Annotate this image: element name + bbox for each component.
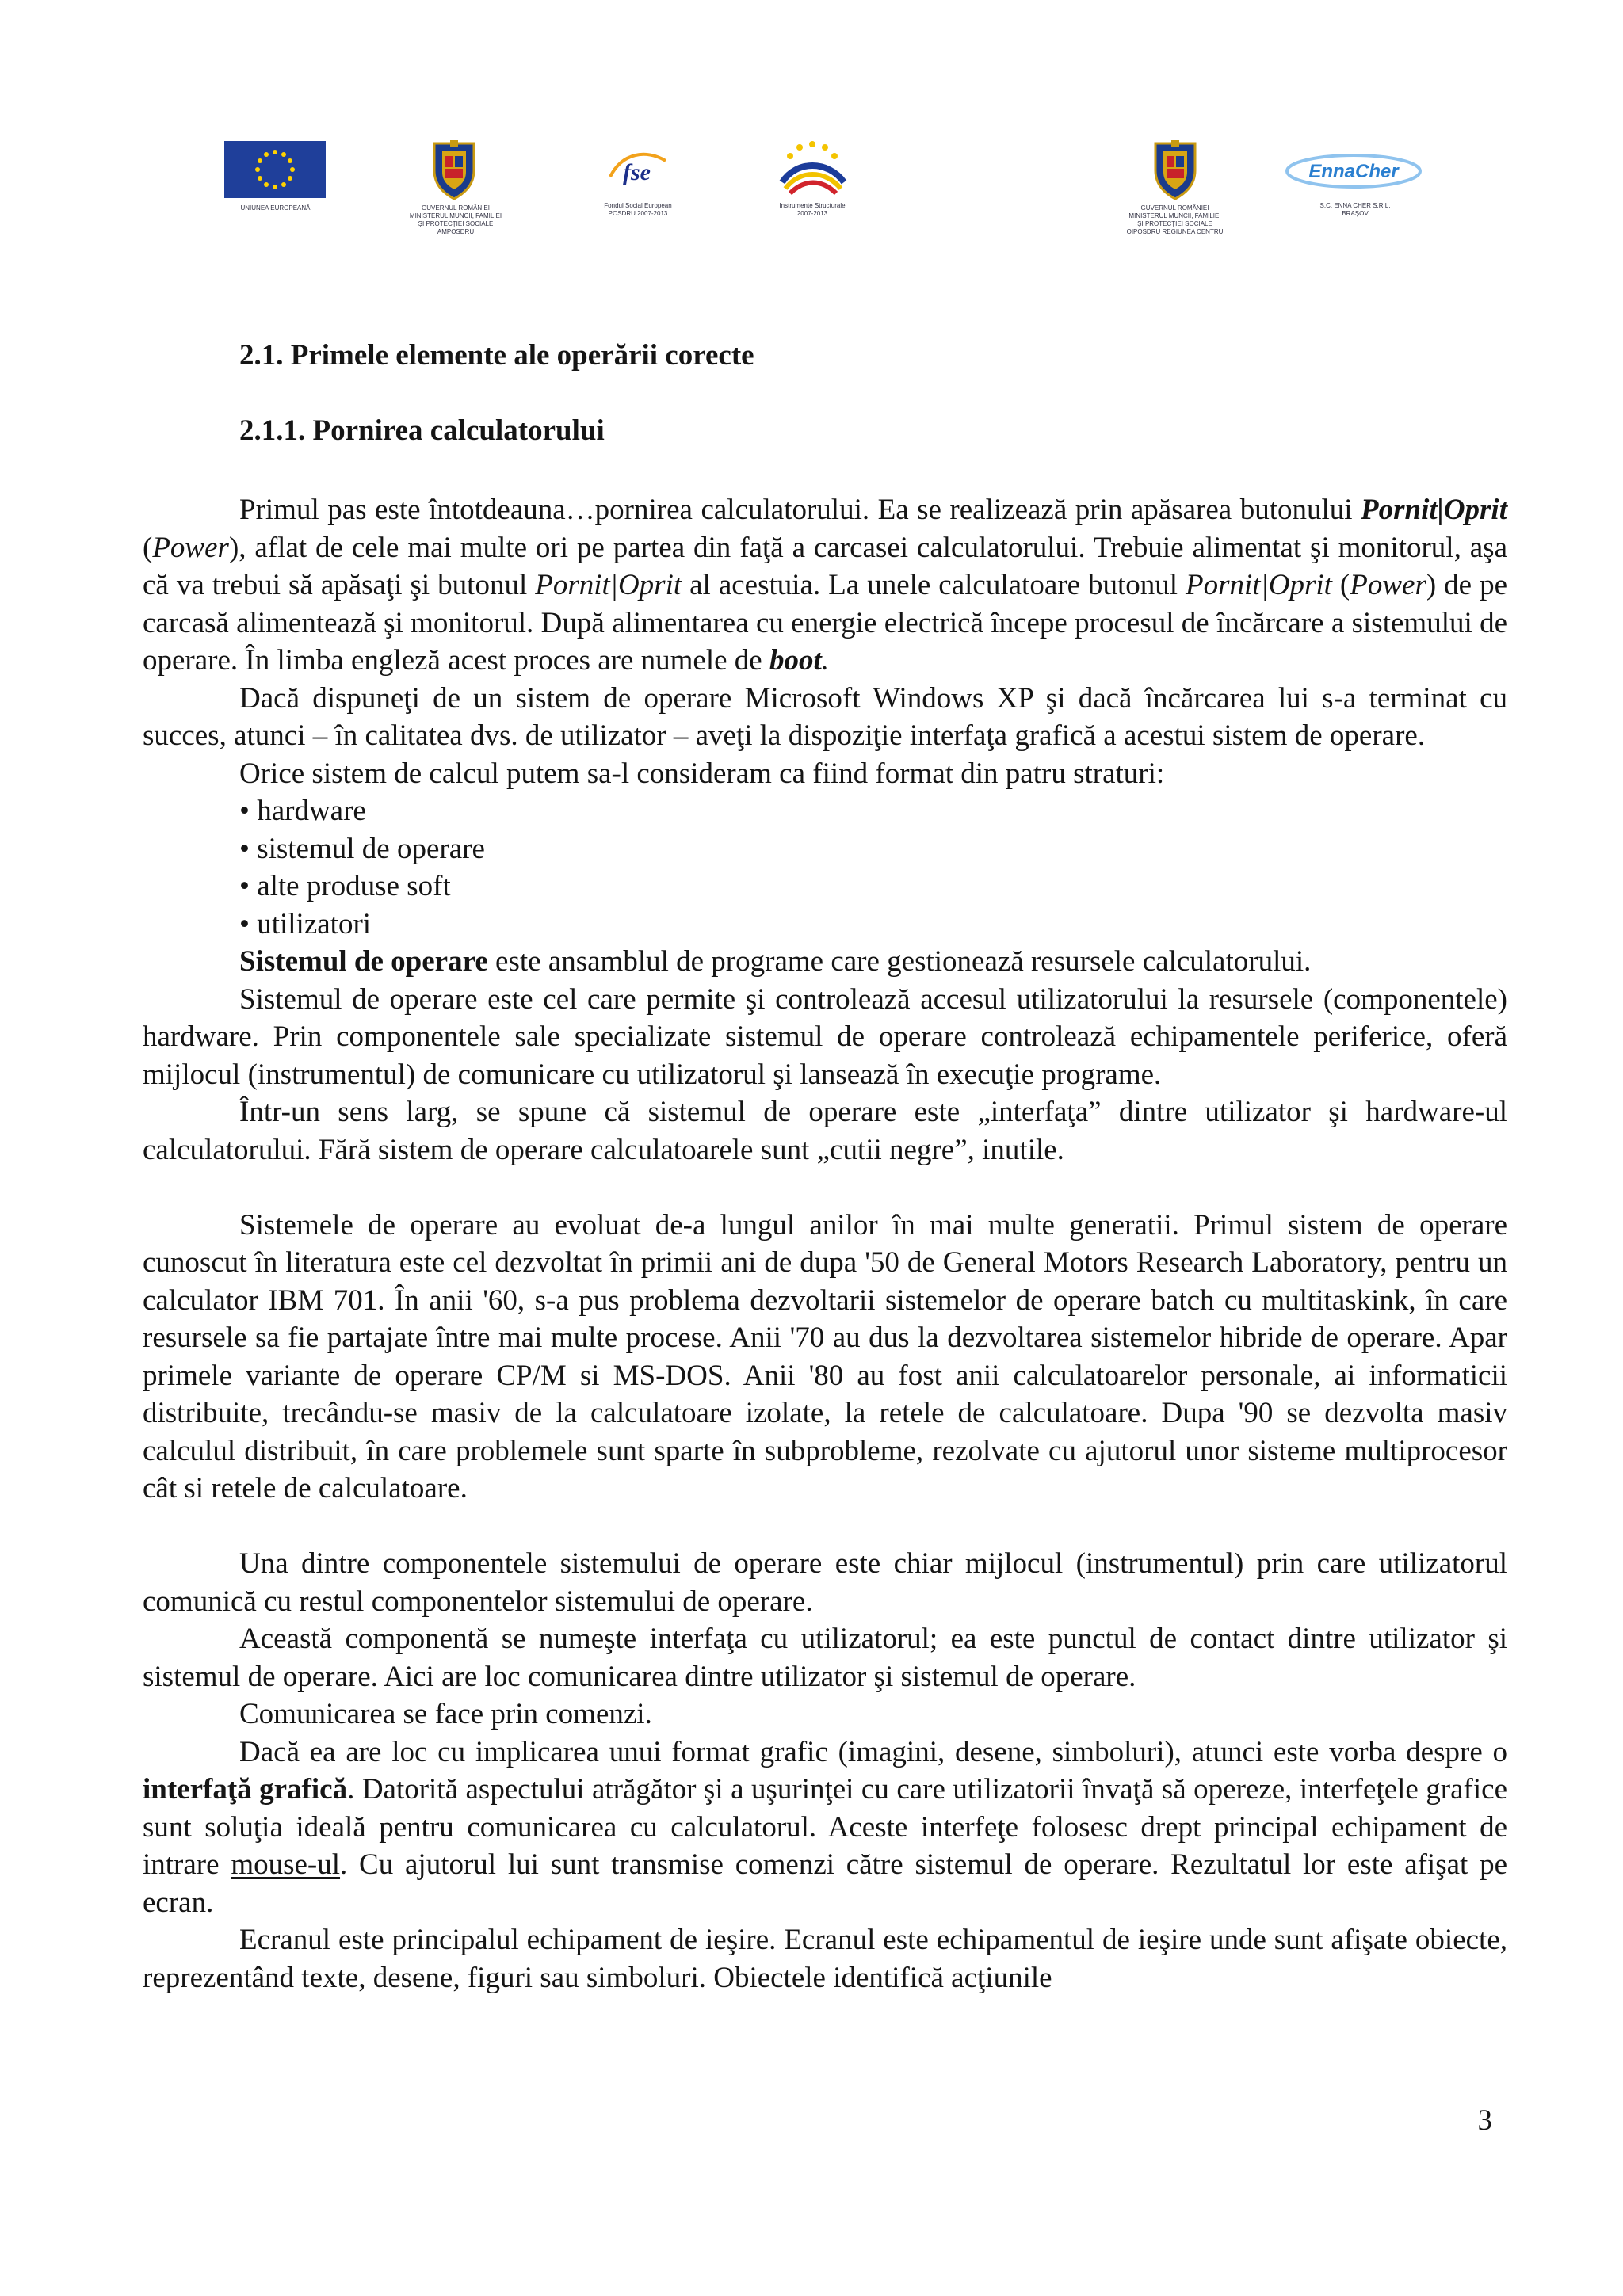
- ennacher-caption: S.C. ENNA CHER S.R.L. BRAȘOV: [1319, 202, 1391, 217]
- paragraph-screen: Ecranul este principalul echipament de ieşire. Ecranul este echipamentul de ieşire unde sunt afişate obiecte, reprezentând texte, desene, figuri sau simboluri. Obiectele identifică acţiunile: [143, 1924, 1507, 1994]
- list-item: • sistemul de operare: [239, 832, 485, 865]
- paragraph-interface: Într-un sens larg, se spune că sistemul de operare este „interfaţa” dintre utilizator şi hardware-ul calculatorului. Fără sistem de operare calculatoarele sunt „cutii negre”, inutile.: [143, 1096, 1507, 1166]
- page-number: 3: [1477, 2104, 1492, 2137]
- gov-caption-2: GUVERNUL ROMÂNIEI MINISTERUL MUNCII, FAMILIEI ȘI PROTECȚIEI SOCIALE OIPOSDRU REGIUNEA CENTRU: [1126, 204, 1224, 235]
- structural-instruments-icon: [773, 136, 852, 200]
- paragraph-user-interface: Această componentă se numeşte interfaţa cu utilizatorul; ea este punctul de contact dintre utilizator şi sistemul de operare. Aici are loc comunicarea dintre utilizator şi sistemul de operare.: [143, 1623, 1507, 1693]
- structural-caption: Instrumente Structurale 2007-2013: [779, 202, 846, 217]
- list-item: • utilizatori: [239, 907, 372, 940]
- paragraph-component: Una dintre componentele sistemului de operare este chiar mijlocul (instrumentul) prin care utilizatorul comunică cu restul componentelor sistemului de operare.: [143, 1547, 1507, 1618]
- section-heading: 2.1. Primele elemente ale operării corecte: [239, 339, 754, 372]
- paragraph-layers: Orice sistem de calcul putem sa-l consideram ca fiind format din patru straturi:: [239, 757, 1165, 790]
- paragraph-history: Sistemele de operare au evoluat de-a lungul anilor în mai multe generatii. Primul sistem de operare cunoscut în literatura este cel dezvoltat în primii ani de dupa '50 de General Motors Research Laboratory, pentru un calculator IBM 701. În anii '60, s-a pus problema dezvoltarii sistemelor de operare batch cu multitaskink, în care resursele sa fie partajate între mai multe procese. Anii '70 au dus la dezvoltarea sistemelor hibride de operare. Apar primele variante de operare CP/M si MS-DOS. Anii '80 au fost anii calculatoarelor personale, ai informaticii distribuite, trecându-se masiv de la calculatoare izolate, la retele de calculatoare. Dupa '90 se dezvolta masiv calculul distribuit, în care problemele sunt sparte în subprobleme, rezolvate cu ajutorul unor sisteme multiprocesor cât si retele de calculatoare.: [143, 1208, 1507, 1505]
- paragraph-windows-xp: Dacă dispuneţi de un sistem de operare Microsoft Windows XP şi dacă încărcarea lui s-a terminat cu succes, atunci – în calitatea dvs. de utilizator – aveţi la dispoziţie interfaţa grafică a acestui sistem de operare.: [143, 681, 1507, 752]
- paragraph-os-definition: Sistemul de operare este ansamblul de programe care gestionează resursele calculatorului.: [239, 945, 1312, 978]
- eu-caption: UNIUNEA EUROPEANĂ: [240, 204, 311, 212]
- ennacher-logo-icon: [1282, 151, 1425, 198]
- romania-coat-of-arms-2-icon: [1149, 139, 1201, 200]
- paragraph-graphical-interface: Dacă ea are loc cu implicarea unui format grafic (imagini, desene, simboluri), atunci este vorba despre o interfaţă grafică. Datorită aspectului atrăgător şi a uşurinţei cu care utilizatorii învaţă să opereze, interfeţele grafice sunt soluţia ideală pentru comunicarea cu calculatorul. Aceste interfeţe folosesc drept principal echipament de intrare mouse-ul. Cu ajutorul lui sunt transmise comenzi către sistemul de operare. Rezultatul lor este afişat pe ecran.: [143, 1735, 1508, 1919]
- list-item: • hardware: [239, 795, 366, 827]
- eu-flag-icon: [224, 141, 326, 198]
- document-body: [143, 491, 1507, 1997]
- paragraph-power-on: Primul pas este întotdeauna…pornirea calculatorului. Ea se realizează prin apăsarea butonului Pornit|Oprit (Power), aflat de cele mai multe ori pe partea din faţă a carcasei calculatorului. Trebuie alimentat şi monitorul, aşa că va trebui să apăsaţi şi butonul Pornit|Oprit al acestuia. La unele calculatoare butonul Pornit|Oprit (Power) de pe carcasă alimentează şi monitorul. După alimentarea cu energie electrică începe procesul de încărcare a sistemului de operare. În limba engleză acest proces are numele de boot.: [143, 494, 1508, 677]
- paragraph-commands: Comunicarea se face prin comenzi.: [239, 1698, 652, 1730]
- gov-caption-1: GUVERNUL ROMÂNIEI MINISTERUL MUNCII, FAMILIEI ȘI PROTECȚIEI SOCIALE AMPOSDRU: [409, 204, 502, 235]
- header-logos: [0, 0, 1623, 261]
- fse-logo-text: fse: [623, 159, 651, 185]
- fse-caption: Fondul Social European POSDRU 2007-2013: [604, 202, 672, 217]
- paragraph-os-control: Sistemul de operare este cel care permite şi controlează accesul utilizatorului la resursele (componentele) hardware. Prin componentele sale specializate sistemul de operare controlează echipamentele periferice, oferă mijlocul (instrumentul) de comunicare cu utilizatorul şi lansează în execuţie programe.: [143, 982, 1507, 1091]
- subsection-heading: 2.1.1. Pornirea calculatorului: [239, 414, 605, 447]
- romania-coat-of-arms-icon: [428, 139, 480, 200]
- fse-logo-icon: [602, 145, 674, 189]
- list-item: • alte produse soft: [239, 870, 451, 902]
- ennacher-logo-text: EnnaCher: [1308, 161, 1399, 182]
